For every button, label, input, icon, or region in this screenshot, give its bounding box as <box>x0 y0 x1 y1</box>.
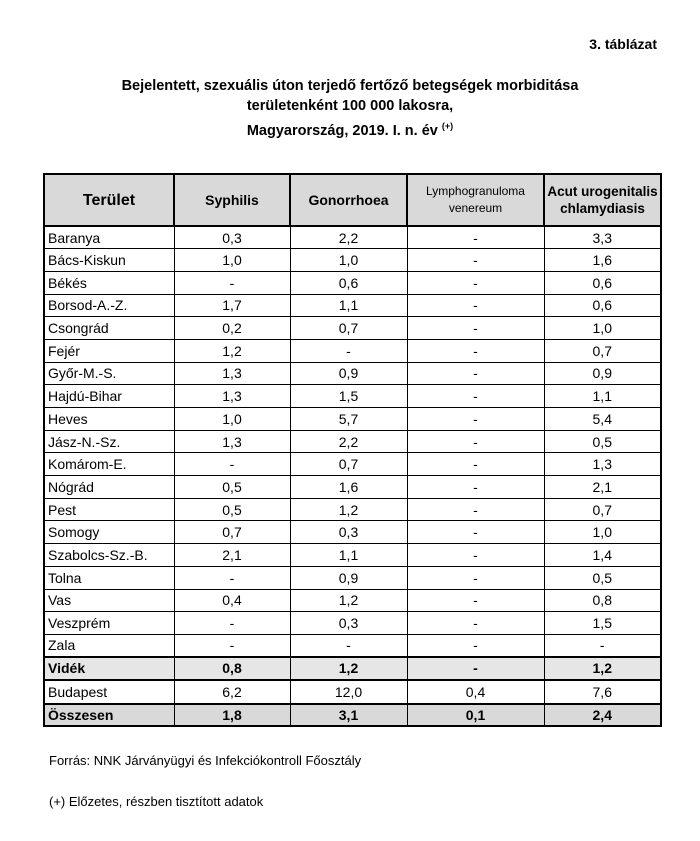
syphilis-cell: 0,2 <box>174 317 290 340</box>
gonorrhoea-cell: 0,7 <box>290 317 407 340</box>
gonorrhoea-cell: 1,2 <box>290 589 407 612</box>
region-cell: Heves <box>44 408 174 431</box>
subtotal-row-videk <box>44 657 661 680</box>
table-row <box>44 294 661 317</box>
region-cell: Bács-Kiskun <box>44 249 174 272</box>
chlamydiasis-cell: 2,4 <box>544 704 661 727</box>
lymphogranuloma-cell: - <box>407 226 544 249</box>
syphilis-cell: 0,8 <box>174 657 290 680</box>
title-line-1: Bejelentett, szexuális úton terjedő fertőző betegségek morbiditása <box>121 78 579 94</box>
chlamydiasis-cell: 7,6 <box>544 680 661 704</box>
lymphogranuloma-cell: - <box>407 294 544 317</box>
gonorrhoea-cell: - <box>290 634 407 657</box>
total-row <box>44 704 661 727</box>
lymphogranuloma-cell: - <box>407 271 544 294</box>
table-row <box>44 226 661 249</box>
gonorrhoea-cell: - <box>290 339 407 362</box>
lymphogranuloma-cell: 0,4 <box>407 680 544 704</box>
lymphogranuloma-cell: - <box>407 249 544 272</box>
chlamydiasis-cell: 1,3 <box>544 453 661 476</box>
lymphogranuloma-cell: 0,1 <box>407 704 544 727</box>
syphilis-cell: 1,2 <box>174 339 290 362</box>
table-row <box>44 430 661 453</box>
region-cell: Pest <box>44 498 174 521</box>
syphilis-cell: 1,8 <box>174 704 290 727</box>
gonorrhoea-cell: 12,0 <box>290 680 407 704</box>
title-line-3-text: Magyarország, 2019. I. n. év <box>246 123 438 139</box>
syphilis-cell: 0,5 <box>174 476 290 499</box>
lymphogranuloma-cell: - <box>407 612 544 635</box>
gonorrhoea-cell: 1,1 <box>290 294 407 317</box>
chlamydiasis-cell: 1,5 <box>544 612 661 635</box>
syphilis-cell: 0,4 <box>174 589 290 612</box>
lymphogranuloma-cell: - <box>407 589 544 612</box>
col-header-chlamydiasis: Acut urogenitalis chlamydiasis <box>544 174 661 226</box>
region-cell: Békés <box>44 271 174 294</box>
chlamydiasis-cell: 5,4 <box>544 408 661 431</box>
region-cell: Baranya <box>44 226 174 249</box>
syphilis-cell: 1,0 <box>174 408 290 431</box>
chlamydiasis-cell: 0,6 <box>544 294 661 317</box>
table-row <box>44 634 661 657</box>
syphilis-cell: - <box>174 634 290 657</box>
syphilis-cell: - <box>174 271 290 294</box>
table-title <box>0 76 700 141</box>
lymphogranuloma-cell: - <box>407 521 544 544</box>
region-cell: Somogy <box>44 521 174 544</box>
lymphogranuloma-cell: - <box>407 476 544 499</box>
gonorrhoea-cell: 0,3 <box>290 521 407 544</box>
region-cell: Győr-M.-S. <box>44 362 174 385</box>
syphilis-cell: 1,7 <box>174 294 290 317</box>
region-cell: Budapest <box>44 680 174 704</box>
gonorrhoea-cell: 1,0 <box>290 249 407 272</box>
region-cell: Tolna <box>44 566 174 589</box>
gonorrhoea-cell: 1,5 <box>290 385 407 408</box>
table-row <box>44 521 661 544</box>
lymphogranuloma-cell: - <box>407 544 544 567</box>
header-row <box>44 174 661 226</box>
syphilis-cell: - <box>174 612 290 635</box>
syphilis-cell: - <box>174 453 290 476</box>
gonorrhoea-cell: 2,2 <box>290 430 407 453</box>
table-body <box>44 226 661 726</box>
region-cell: Veszprém <box>44 612 174 635</box>
gonorrhoea-cell: 1,6 <box>290 476 407 499</box>
table-row <box>44 385 661 408</box>
gonorrhoea-cell: 1,1 <box>290 544 407 567</box>
chlamydiasis-cell: 0,7 <box>544 339 661 362</box>
lymphogranuloma-cell: - <box>407 317 544 340</box>
lymphogranuloma-cell: - <box>407 657 544 680</box>
syphilis-cell: 0,7 <box>174 521 290 544</box>
table-row <box>44 317 661 340</box>
chlamydiasis-cell: 1,4 <box>544 544 661 567</box>
region-cell: Komárom-E. <box>44 453 174 476</box>
chlamydiasis-cell: 1,0 <box>544 317 661 340</box>
chlamydiasis-cell: - <box>544 634 661 657</box>
table-row <box>44 339 661 362</box>
chlamydiasis-cell: 0,7 <box>544 498 661 521</box>
region-cell: Hajdú-Bihar <box>44 385 174 408</box>
lymphogranuloma-cell: - <box>407 498 544 521</box>
lymphogranuloma-cell: - <box>407 634 544 657</box>
lymphogranuloma-cell: - <box>407 385 544 408</box>
gonorrhoea-cell: 1,2 <box>290 657 407 680</box>
lymphogranuloma-cell: - <box>407 566 544 589</box>
table-row <box>44 249 661 272</box>
region-cell: Csongrád <box>44 317 174 340</box>
morbidity-table <box>43 173 662 727</box>
table-row <box>44 362 661 385</box>
table-row <box>44 271 661 294</box>
gonorrhoea-cell: 0,7 <box>290 453 407 476</box>
table-row <box>44 566 661 589</box>
syphilis-cell: 2,1 <box>174 544 290 567</box>
syphilis-cell: 0,5 <box>174 498 290 521</box>
preliminary-data-note: (+) Előzetes, részben tisztított adatok <box>49 794 264 809</box>
preliminary-mark: (+) <box>441 121 454 131</box>
title-line-3 <box>0 116 700 141</box>
chlamydiasis-cell: 0,9 <box>544 362 661 385</box>
syphilis-cell: 0,3 <box>174 226 290 249</box>
lymphogranuloma-cell: - <box>407 408 544 431</box>
table-row-budapest <box>44 680 661 704</box>
chlamydiasis-cell: 3,3 <box>544 226 661 249</box>
region-cell: Vas <box>44 589 174 612</box>
gonorrhoea-cell: 2,2 <box>290 226 407 249</box>
table-row <box>44 476 661 499</box>
gonorrhoea-cell: 5,7 <box>290 408 407 431</box>
source-note: Forrás: NNK Járványügyi és Infekciókontroll Főosztály <box>49 753 362 768</box>
syphilis-cell: - <box>174 566 290 589</box>
region-cell: Borsod-A.-Z. <box>44 294 174 317</box>
chlamydiasis-cell: 1,1 <box>544 385 661 408</box>
lymphogranuloma-cell: - <box>407 430 544 453</box>
syphilis-cell: 1,3 <box>174 362 290 385</box>
gonorrhoea-cell: 0,9 <box>290 566 407 589</box>
region-cell: Összesen <box>44 704 174 727</box>
title-line-2: területenként 100 000 lakosra, <box>246 98 454 114</box>
region-cell: Vidék <box>44 657 174 680</box>
table-number-label: 3. táblázat <box>589 36 657 52</box>
region-cell: Nógrád <box>44 476 174 499</box>
col-header-syphilis: Syphilis <box>174 174 290 226</box>
region-cell: Szabolcs-Sz.-B. <box>44 544 174 567</box>
chlamydiasis-cell: 2,1 <box>544 476 661 499</box>
gonorrhoea-cell: 0,6 <box>290 271 407 294</box>
table-row <box>44 612 661 635</box>
table-row <box>44 589 661 612</box>
lymphogranuloma-cell: - <box>407 362 544 385</box>
region-cell: Fejér <box>44 339 174 362</box>
table-row <box>44 498 661 521</box>
table-row <box>44 544 661 567</box>
chlamydiasis-cell: 0,5 <box>544 430 661 453</box>
table-row <box>44 453 661 476</box>
chlamydiasis-cell: 0,8 <box>544 589 661 612</box>
syphilis-cell: 1,3 <box>174 430 290 453</box>
col-header-region: Terület <box>44 174 174 226</box>
gonorrhoea-cell: 0,3 <box>290 612 407 635</box>
region-cell: Jász-N.-Sz. <box>44 430 174 453</box>
chlamydiasis-cell: 0,6 <box>544 271 661 294</box>
col-header-lymphogranuloma: Lymphogranuloma venereum <box>407 174 544 226</box>
table-row <box>44 408 661 431</box>
chlamydiasis-cell: 1,6 <box>544 249 661 272</box>
col-header-gonorrhoea: Gonorrhoea <box>290 174 407 226</box>
chlamydiasis-cell: 1,2 <box>544 657 661 680</box>
chlamydiasis-cell: 1,0 <box>544 521 661 544</box>
gonorrhoea-cell: 1,2 <box>290 498 407 521</box>
syphilis-cell: 6,2 <box>174 680 290 704</box>
lymphogranuloma-cell: - <box>407 339 544 362</box>
syphilis-cell: 1,3 <box>174 385 290 408</box>
chlamydiasis-cell: 0,5 <box>544 566 661 589</box>
gonorrhoea-cell: 3,1 <box>290 704 407 727</box>
gonorrhoea-cell: 0,9 <box>290 362 407 385</box>
syphilis-cell: 1,0 <box>174 249 290 272</box>
region-cell: Zala <box>44 634 174 657</box>
lymphogranuloma-cell: - <box>407 453 544 476</box>
